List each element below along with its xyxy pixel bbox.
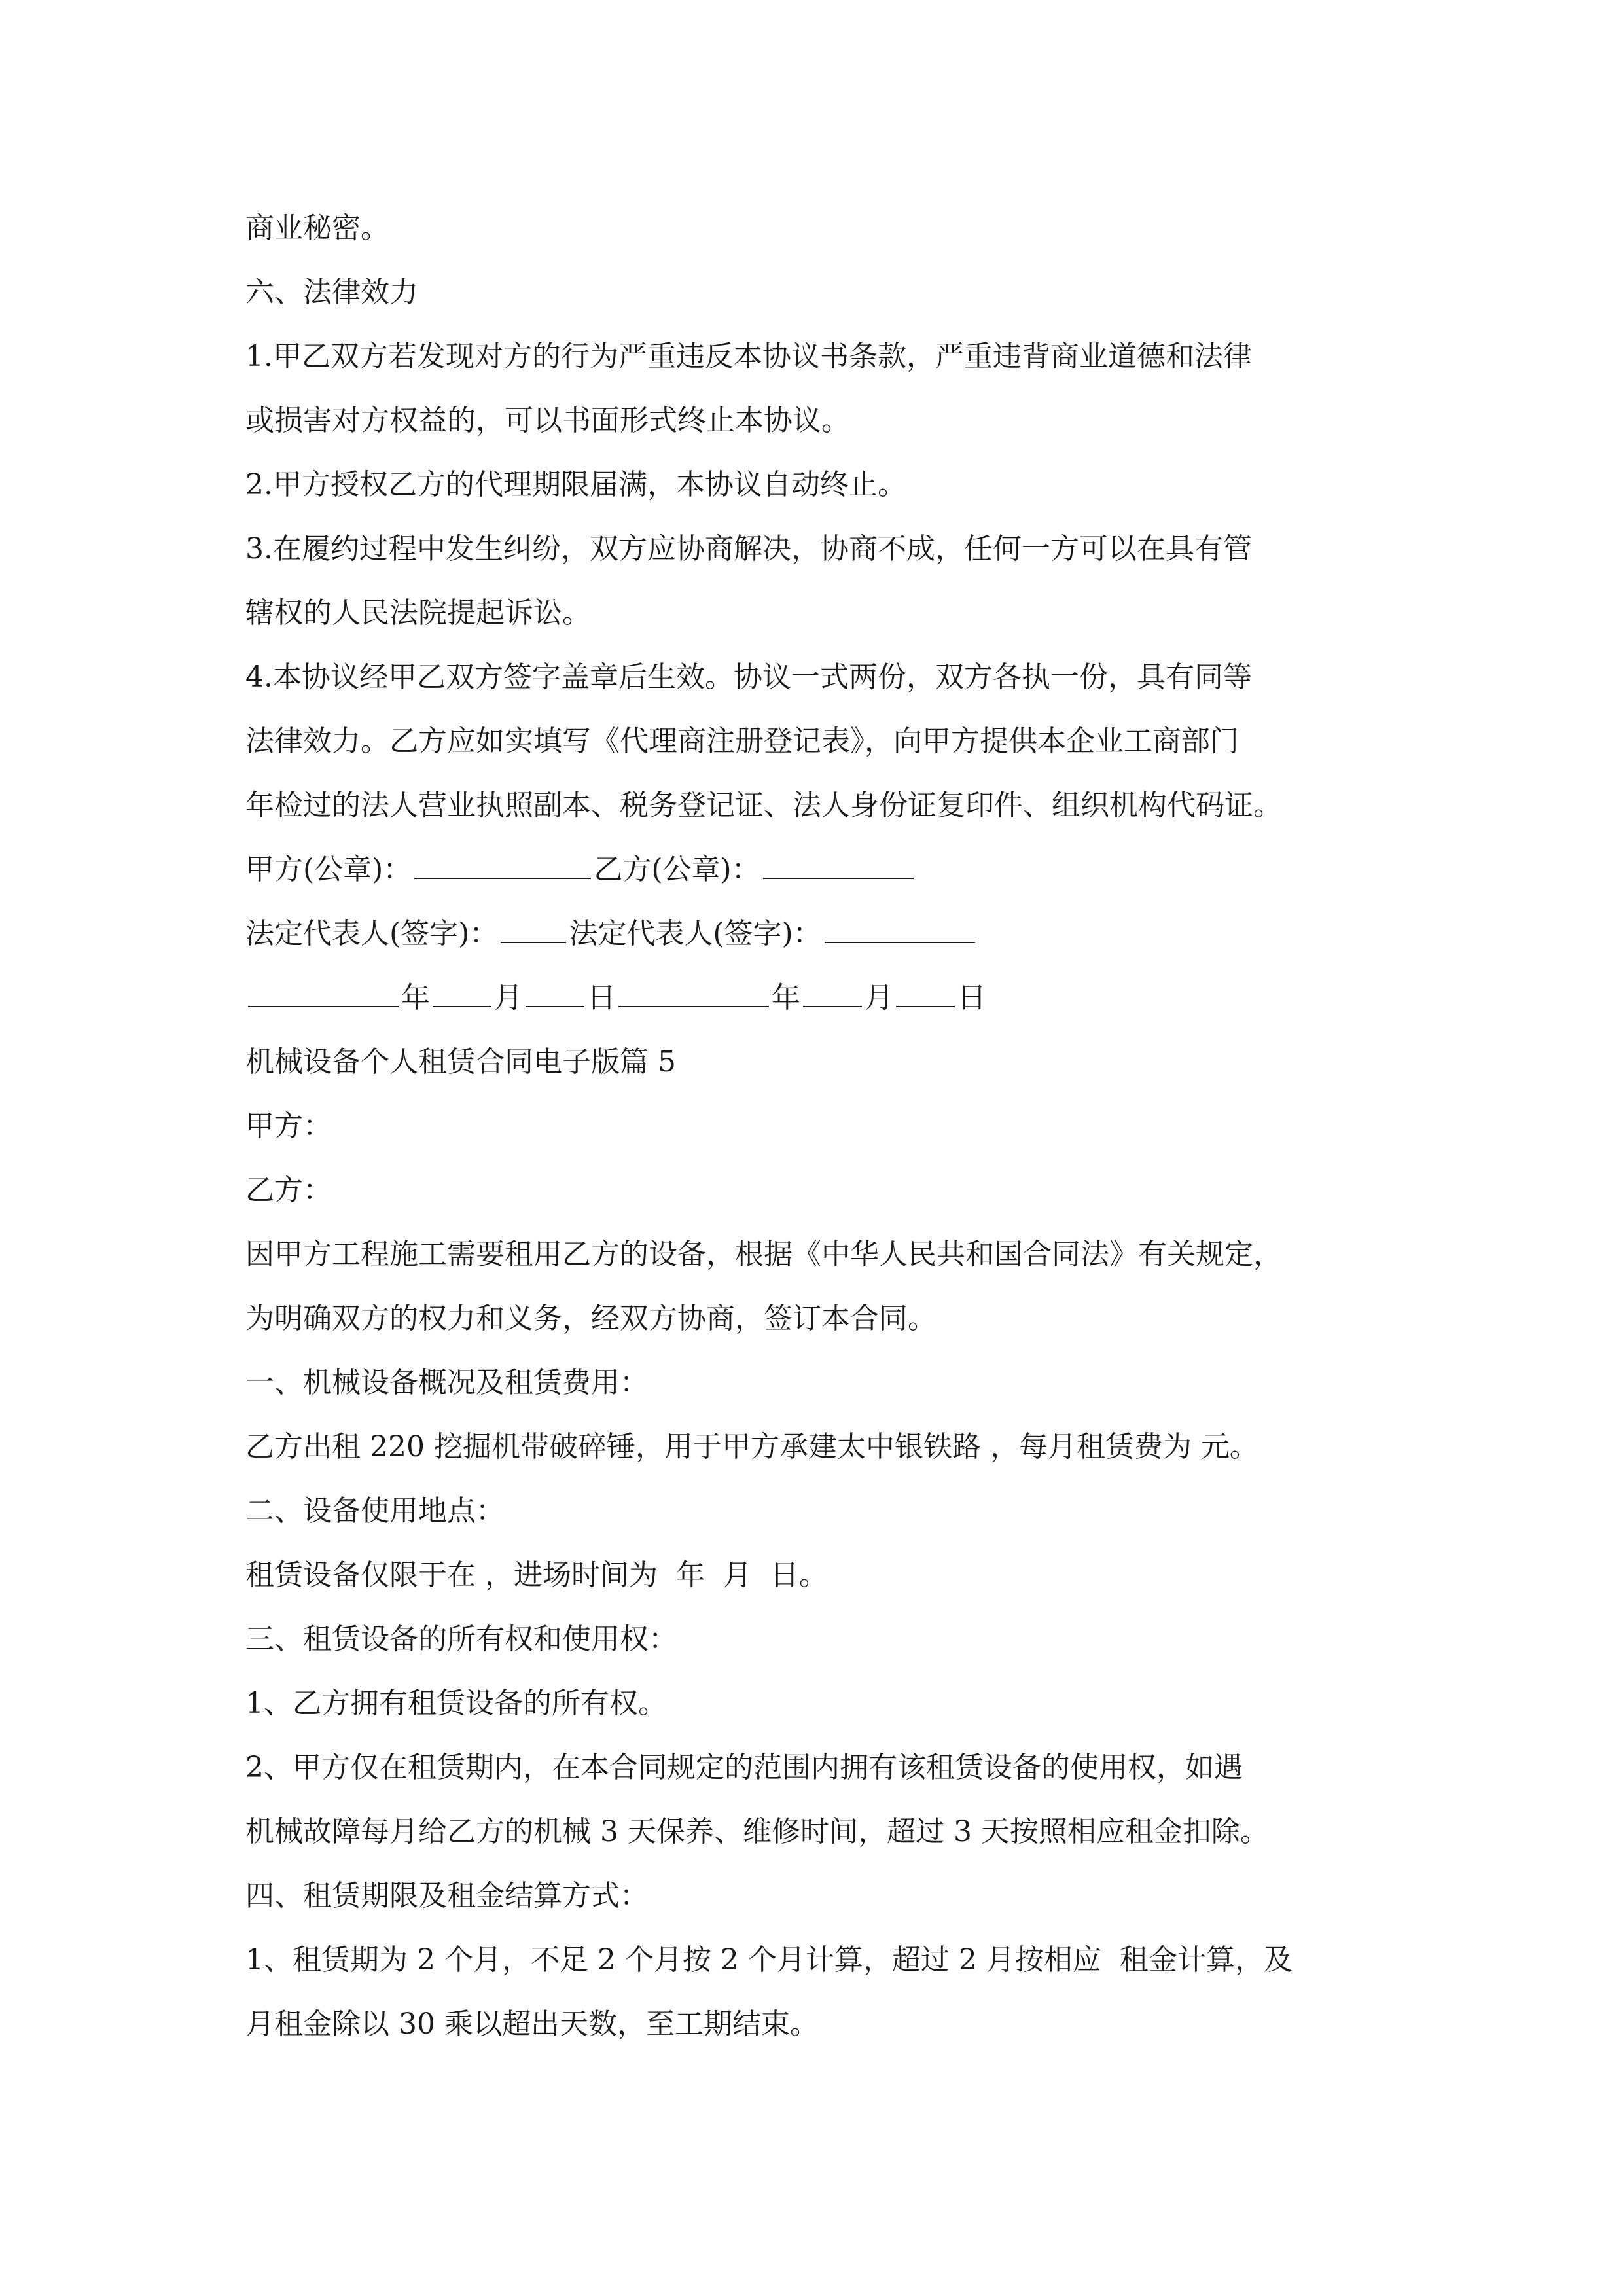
legal-rep-b-blank[interactable] bbox=[825, 922, 975, 943]
text-line: 租赁设备仅限于在 ，进场时间为 年 月 日。 bbox=[245, 1558, 828, 1592]
legal-rep-line bbox=[245, 902, 1397, 966]
section-heading: 一、机械设备概况及租赁费用： bbox=[245, 1366, 649, 1399]
day-b-blank[interactable] bbox=[896, 986, 955, 1007]
text-line: 辖权的人民法院提起诉讼。 bbox=[245, 596, 591, 630]
month-b-blank[interactable] bbox=[803, 986, 862, 1007]
party-b-line: 乙方： bbox=[245, 1174, 332, 1207]
text-line: 年检过的法人营业执照副本、税务登记证、法人身份证复印件、组织机构代码证。 bbox=[245, 789, 1282, 822]
text-line: 1、乙方拥有租赁设备的所有权。 bbox=[245, 1687, 667, 1720]
text-line: 4.本协议经甲乙双方签字盖章后生效。协议一式两份，双方各执一份，具有同等 bbox=[245, 660, 1252, 694]
party-b-seal-blank[interactable] bbox=[763, 858, 914, 879]
legal-rep-a-blank[interactable] bbox=[501, 922, 566, 943]
text-line: 乙方出租 220 挖掘机带破碎锤，用于甲方承建太中银铁路 ，每月租赁费为 元。 bbox=[245, 1430, 1258, 1463]
year-b-label: 年 bbox=[772, 981, 800, 1014]
day-b-label: 日 bbox=[957, 981, 986, 1014]
text-line: 2.甲方授权乙方的代理期限届满，本协议自动终止。 bbox=[245, 468, 906, 501]
legal-rep-b-label: 法定代表人(签字)： bbox=[569, 917, 822, 950]
text-line: 因甲方工程施工需要租用乙方的设备，根据《中华人民共和国合同法》有关规定， bbox=[245, 1238, 1282, 1271]
year-a-blank[interactable] bbox=[248, 986, 399, 1007]
year-b-blank[interactable] bbox=[618, 986, 769, 1007]
section-heading: 四、租赁期限及租金结算方式： bbox=[245, 1879, 649, 1912]
party-b-seal-label: 乙方(公章)： bbox=[594, 853, 760, 886]
section-heading: 三、租赁设备的所有权和使用权： bbox=[245, 1623, 677, 1656]
text-line: 1、租赁期为 2 个月，不足 2 个月按 2 个月计算，超过 2 月按相应 租金计算，及 bbox=[245, 1943, 1293, 1977]
document-body bbox=[245, 196, 1397, 2056]
party-a-seal-label: 甲方(公章)： bbox=[245, 853, 412, 886]
text-line: 商业秘密。 bbox=[245, 211, 389, 245]
day-a-label: 日 bbox=[587, 981, 616, 1014]
month-b-label: 月 bbox=[865, 981, 893, 1014]
text-line: 法律效力。乙方应如实填写《代理商注册登记表》，向甲方提供本企业工商部门 bbox=[245, 725, 1239, 758]
party-a-line: 甲方： bbox=[245, 1109, 332, 1143]
section-heading: 二、设备使用地点： bbox=[245, 1494, 505, 1528]
text-line: 或损害对方权益的，可以书面形式终止本协议。 bbox=[245, 404, 850, 437]
text-line: 3.在履约过程中发生纠纷，双方应协商解决，协商不成，任何一方可以在具有管 bbox=[245, 532, 1252, 565]
document-title: 机械设备个人租赁合同电子版篇 5 bbox=[245, 1045, 676, 1079]
date-line bbox=[245, 966, 1397, 1030]
seal-line bbox=[245, 838, 1397, 902]
section-heading: 六、法律效力 bbox=[245, 276, 418, 309]
text-line: 2、甲方仅在租赁期内，在本合同规定的范围内拥有该租赁设备的使用权，如遇 bbox=[245, 1751, 1243, 1784]
text-line: 为明确双方的权力和义务，经双方协商，签订本合同。 bbox=[245, 1302, 936, 1335]
year-a-label: 年 bbox=[401, 981, 430, 1014]
text-line: 机械故障每月给乙方的机械 3 天保养、维修时间，超过 3 天按照相应租金扣除。 bbox=[245, 1815, 1269, 1848]
party-a-seal-blank[interactable] bbox=[414, 858, 591, 879]
text-line: 1.甲乙双方若发现对方的行为严重违反本协议书条款，严重违背商业道德和法律 bbox=[245, 340, 1252, 373]
text-line: 月租金除以 30 乘以超出天数，至工期结束。 bbox=[245, 2007, 819, 2041]
legal-rep-a-label: 法定代表人(签字)： bbox=[245, 917, 499, 950]
month-a-blank[interactable] bbox=[433, 986, 491, 1007]
month-a-label: 月 bbox=[494, 981, 523, 1014]
day-a-blank[interactable] bbox=[526, 986, 584, 1007]
